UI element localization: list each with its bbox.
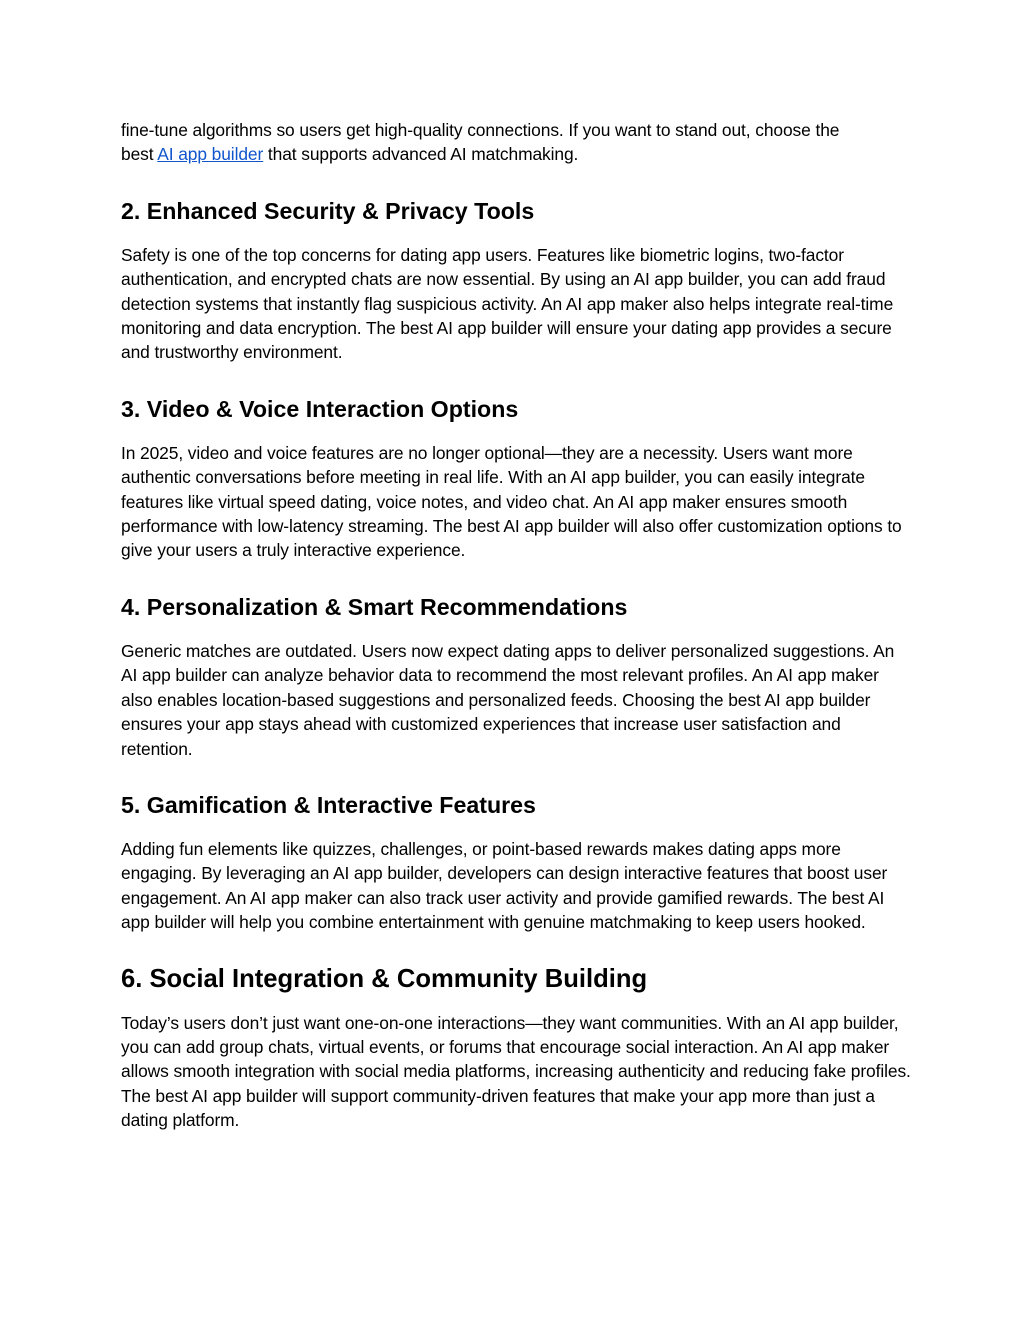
intro-paragraph	[121, 118, 911, 167]
intro-before-link: best	[121, 144, 158, 165]
document-page	[121, 118, 911, 1133]
section-body-gamification: Adding fun elements like quizzes, challenges, or point-based rewards makes dating apps more engaging. By leveraging an AI app builder, developers can design interactive features that boost user engagement. An AI app maker can also track user activity and provide gamified rewards. The best AI app builder will help you combine entertainment with genuine matchmaking to keep users hooked.	[121, 838, 888, 933]
section-body-video-voice: In 2025, video and voice features are no longer optional—they are a necessity. Users want more authentic conversations before meeting in real life. With an AI app builder, you can easily integrate features like virtual speed dating, voice notes, and video chat. An AI app maker ensures smooth performance with low-latency streaming. The best AI app builder will also offer customization options to give your users a truly interactive experience.	[121, 442, 902, 561]
section-body-social: Today’s users don’t just want one-on-one interactions—they want communities. With an AI app builder, you can add group chats, virtual events, or forums that encourage social interaction. An AI app maker allows smooth integration with social media platforms, increasing authenticity and reducing fake profiles. The best AI app builder will support community-driven features that make your app more than just a dating platform.	[121, 1012, 911, 1131]
section-heading-social: 6. Social Integration & Community Building	[121, 964, 648, 993]
section-heading-gamification: 5. Gamification & Interactive Features	[121, 791, 536, 818]
section-heading-security: 2. Enhanced Security & Privacy Tools	[121, 197, 535, 224]
intro-after-link: that supports advanced AI matchmaking.	[263, 144, 579, 165]
section-body-personalization: Generic matches are outdated. Users now expect dating apps to deliver personalized suggestions. An AI app builder can analyze behavior data to recommend the most relevant profiles. An AI app maker also enables location-based suggestions and personalized feeds. Choosing the best AI app builder ensures your app stays ahead with customized experiences that increase user satisfaction and retention.	[121, 640, 895, 759]
ai-app-builder-link[interactable]: AI app builder	[157, 144, 264, 165]
intro-line-1: fine-tune algorithms so users get high-quality connections. If you want to stand out, choose the	[121, 120, 840, 140]
section-body-security: Safety is one of the top concerns for dating app users. Features like biometric logins, two-factor authentication, and encrypted chats are now essential. By using an AI app builder, you can add fraud detection systems that instantly flag suspicious activity. An AI app maker also helps integrate real-time monitoring and data encryption. The best AI app builder will ensure your dating app provides a secure and trustworthy environment.	[121, 244, 894, 363]
section-heading-video-voice: 3. Video & Voice Interaction Options	[121, 395, 519, 422]
section-heading-personalization: 4. Personalization & Smart Recommendations	[121, 593, 628, 620]
